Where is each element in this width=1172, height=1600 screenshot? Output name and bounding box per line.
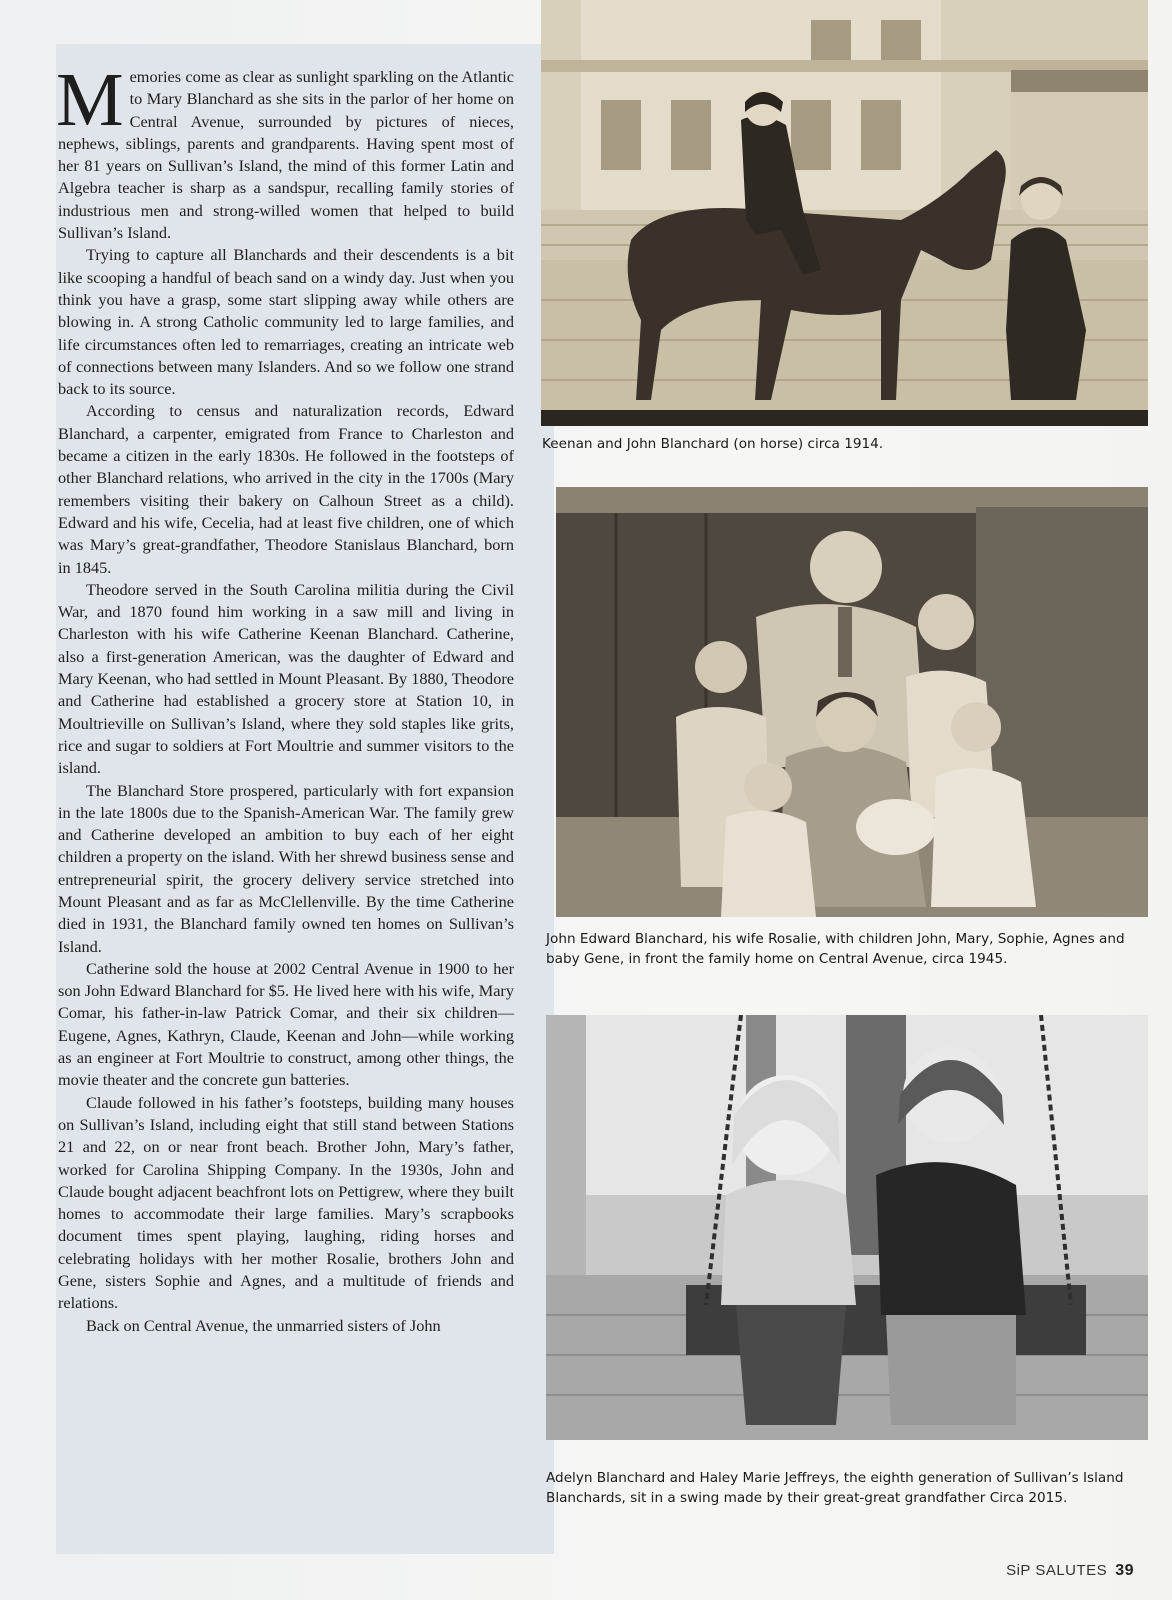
- article-paragraph-6: Catherine sold the house at 2002 Central Avenue in 1900 to her son John Edward Blanchard for $5. He lived here with his wife, Mary Comar, his father-in-law Patrick Comar, and their six children—Eugene, Agnes, Kathryn, Claude, Keenan and John—while working as an engineer at Fort Moultrie to construct, among other things, the movie theater and the concrete gun batteries.: [58, 958, 514, 1090]
- article-paragraph-7: Claude followed in his father’s footsteps, building many houses on Sullivan’s Island, including eight that still stand between Stations 21 and 22, on or near front beach. Brother John, Mary’s father, worked for Carolina Shipping Company. In the 1930s, John and Claude bought adjacent beachfront lots on Pettigrew, where they built homes to accommodate their large families. Mary’s scrapbooks document times spent playing, laughing, riding horses and celebrating holidays with her mother Rosalie, brothers John and Gene, sisters Sophie and Agnes, and a multitude of friends and relations.: [58, 1092, 514, 1313]
- page-number: 39: [1115, 1562, 1134, 1579]
- photo-swing-image: [546, 1015, 1148, 1440]
- article-paragraph-8: Back on Central Avenue, the unmarried sisters of John: [86, 1315, 441, 1335]
- article-body: [56, 58, 514, 1337]
- photo-family-circa-1945: [556, 487, 1148, 917]
- article-paragraph-1: Memories come as clear as sunlight sparkling on the Atlantic to Mary Blanchard as she sits in the parlor of her home on Central Avenue, surrounded by pictures of nieces, nephews, siblings, parents and grandparents. Having spent most of her 81 years on Sullivan’s Island, the mind of this former Latin and Algebra teacher is sharp as a sandspur, recalling family stories of industrious men and strong-willed women that helped to build Sullivan’s Island.: [56, 58, 514, 243]
- caption-photo-1: Keenan and John Blanchard (on horse) circa 1914.: [542, 436, 884, 452]
- photo-family-image: [556, 487, 1148, 917]
- page-footer: [1006, 1562, 1134, 1580]
- drop-cap: M: [56, 58, 124, 142]
- article-paragraph-3: According to census and naturalization records, Edward Blanchard, a carpenter, emigrated from France to Charleston and became a citizen in the early 1830s. He followed in the footsteps of other Blanchard relations, who arrived in the city in the 1700s (Mary remembers visiting their bakery on Calhoun Street as a child). Edward and his wife, Cecelia, had at least five children, one of which was Mary’s great-grandfather, Theodore Stanislaus Blanchard, born in 1845.: [58, 401, 514, 577]
- caption-photo-3: Adelyn Blanchard and Haley Marie Jeffreys, the eighth generation of Sullivan’s Island Blanchards, sit in a swing made by their great-great grandfather Circa 2015.: [546, 1470, 1124, 1506]
- article-paragraph-5: The Blanchard Store prospered, particularly with fort expansion in the late 1800s due to the Spanish-American War. The family grew and Catherine developed an ambition to buy each of her eight children a property on the island. With her shrewd business sense and entrepreneurial spirit, the grocery delivery service stretched into Mount Pleasant and as far as McClellenville. By the time Catherine died in 1931, the Blanchard family owned ten homes on Sullivan’s Island.: [58, 780, 514, 956]
- photo-horse-image: [541, 0, 1148, 426]
- caption-photo-2: John Edward Blanchard, his wife Rosalie, with children John, Mary, Sophie, Agnes and baby Gene, in front the family home on Central Avenue, circa 1945.: [546, 931, 1125, 967]
- photo-horse-circa-1914: [541, 0, 1148, 426]
- article-paragraph-4: Theodore served in the South Carolina militia during the Civil War, and 1870 found him working in a saw mill and living in Charleston with his wife Catherine Keenan Blanchard. Catherine, also a first-generation American, was the daughter of Edward and Mary Keenan, who had settled in Mount Pleasant. By 1880, Theodore and Catherine had established a grocery store at Station 10, in Moultrieville on Sullivan’s Island, where they sold staples like grits, rice and sugar to soldiers at Fort Moultrie and summer visitors to the island.: [58, 579, 514, 778]
- footer-section-name: SiP SALUTES: [1006, 1562, 1108, 1579]
- article-paragraph-2: Trying to capture all Blanchards and their descendents is a bit like scooping a handful of beach sand on a windy day. Just when you think you have a grasp, some start slipping away while others are blowing in. A strong Catholic community led to large families, and life circumstances often led to remarriages, creating an intricate web of connections between many Islanders. And so we follow one strand back to its source.: [58, 245, 514, 399]
- photo-girls-on-swing-circa-2015: [546, 1015, 1148, 1440]
